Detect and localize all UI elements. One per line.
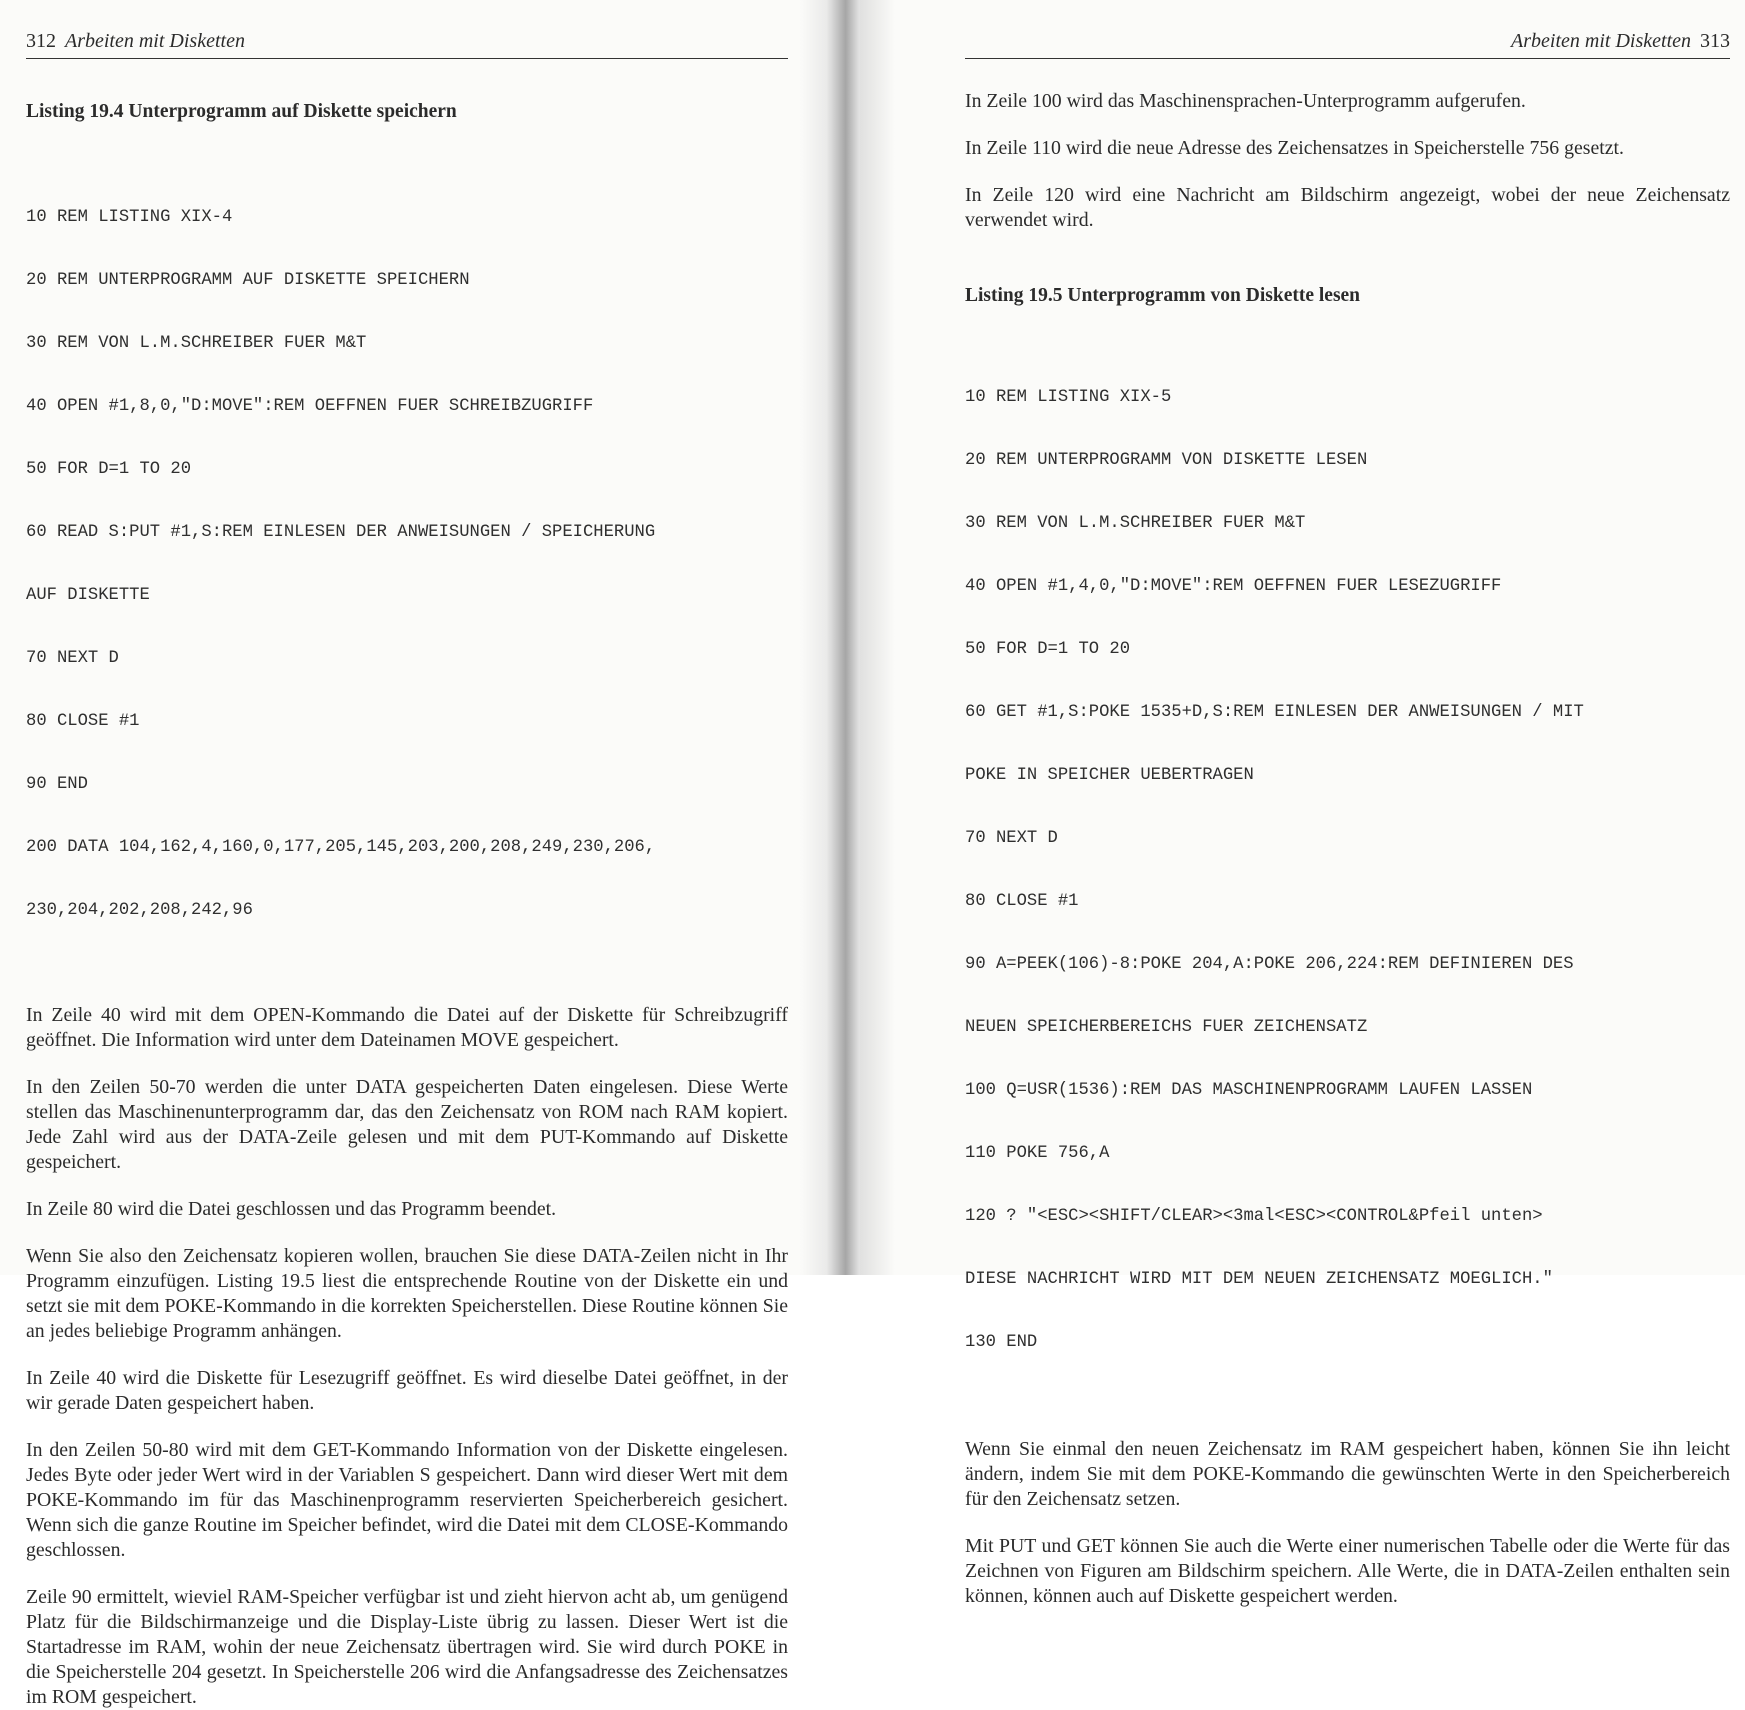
code-line: 40 OPEN #1,8,0,"D:MOVE":REM OEFFNEN FUER SCHREIBZUGRIFF [26,397,594,416]
body-paragraph: In Zeile 40 wird mit dem OPEN-Kommando die Datei auf der Diskette für Schreibzugriff geöffnet. Die Information wird unter dem Dateinamen MOVE gespeichert. [26,1004,788,1051]
right-running-head [965,24,1730,59]
left-running-head [26,24,788,59]
left-running-title: Arbeiten mit Disketten [65,30,245,52]
listing-19-5-code [965,345,1725,1395]
listing-19-5-caption: Listing 19.5 Unterprogramm von Diskette lesen [965,285,1361,306]
code-line: 130 END [965,1333,1038,1352]
left-page [0,0,830,1708]
body-paragraph: In Zeile 110 wird die neue Adresse des Zeichensatzes in Speicherstelle 756 gesetzt. [965,137,1624,159]
code-line: 120 ? "<ESC><SHIFT/CLEAR><3mal<ESC><CONTROL&Pfeil unten> [965,1207,1543,1226]
code-line: NEUEN SPEICHERBEREICHS FUER ZEICHENSATZ [965,1018,1368,1037]
code-line: 230,204,202,208,242,96 [26,901,253,920]
code-line: 30 REM VON L.M.SCHREIBER FUER M&T [965,514,1306,533]
code-line: DIESE NACHRICHT WIRD MIT DEM NEUEN ZEICHENSATZ MOEGLICH." [965,1270,1553,1289]
code-line: 200 DATA 104,162,4,160,0,177,205,145,203,200,208,249,230,206, [26,838,656,857]
code-line: 90 A=PEEK(106)-8:POKE 204,A:POKE 206,224:REM DEFINIEREN DES [965,955,1574,974]
left-page-number: 312 [26,30,56,52]
code-line: 10 REM LISTING XIX-5 [965,388,1172,407]
code-line: 20 REM UNTERPROGRAMM VON DISKETTE LESEN [965,451,1368,470]
body-paragraph: In den Zeilen 50-70 werden die unter DATA gespeicherten Daten eingelesen. Diese Werte stellen das Maschinenunterprogramm dar, das den Zeichensatz von ROM nach RAM kopiert. Jede Zahl wird aus der DATA-Zeile gelesen und mit dem PUT-Kommando auf Diskette gespeichert. [26,1076,788,1173]
body-paragraph: In Zeile 100 wird das Maschinensprachen-Unterprogramm aufgerufen. [965,90,1526,112]
listing-19-4-code [26,165,790,963]
body-paragraph: In den Zeilen 50-80 wird mit dem GET-Kommando Information von der Diskette eingelesen. Jedes Byte oder jeder Wert wird in der Variablen S gespeichert. Dann wird dieser Wert mit dem POKE-Kommando im für das Maschinenprogramm reservierten Speicherbereich gesichert. Wenn sich die ganze Routine im Speicher befindet, wird die Datei mit dem CLOSE-Kommando geschlossen. [26,1439,788,1561]
code-line: 70 NEXT D [26,649,119,668]
code-line: 30 REM VON L.M.SCHREIBER FUER M&T [26,334,367,353]
code-line: POKE IN SPEICHER UEBERTRAGEN [965,766,1254,785]
body-paragraph: In Zeile 80 wird die Datei geschlossen und das Programm beendet. [26,1198,557,1220]
code-line: 70 NEXT D [965,829,1058,848]
code-line: 100 Q=USR(1536):REM DAS MASCHINENPROGRAMM LAUFEN LASSEN [965,1081,1533,1100]
body-paragraph: Wenn Sie also den Zeichensatz kopieren wollen, brauchen Sie diese DATA-Zeilen nicht in Ihr Programm einzufügen. Listing 19.5 liest die entsprechende Routine von der Diskette ein und setzt sie mit dem POKE-Kommando in die korrekten Speicherstellen. Diese Routine können Sie an jedes beliebige Programm anhängen. [26,1245,788,1342]
code-line: 80 CLOSE #1 [965,892,1079,911]
right-page [860,0,1745,1607]
code-line: 40 OPEN #1,4,0,"D:MOVE":REM OEFFNEN FUER LESEZUGRIFF [965,577,1502,596]
body-paragraph: In Zeile 40 wird die Diskette für Lesezugriff geöffnet. Es wird dieselbe Datei geöffnet, in der wir gerade Daten gespeichert haben. [26,1367,788,1414]
code-line: 60 READ S:PUT #1,S:REM EINLESEN DER ANWEISUNGEN / SPEICHERUNG [26,523,656,542]
code-line: 20 REM UNTERPROGRAMM AUF DISKETTE SPEICHERN [26,271,470,290]
body-paragraph: Mit PUT und GET können Sie auch die Werte einer numerischen Tabelle oder die Werte für das Zeichnen von Figuren am Bildschirm speichern. Alle Werte, die in DATA-Zeilen enthalten sein können, können auch auf Diskette gespeichert werden. [965,1535,1730,1607]
book-gutter-shadow [800,0,895,1275]
code-line: 50 FOR D=1 TO 20 [26,460,192,479]
code-line: 10 REM LISTING XIX-4 [26,208,233,227]
body-paragraph: In Zeile 120 wird eine Nachricht am Bildschirm angezeigt, wobei der neue Zeichensatz verwendet wird. [965,184,1730,231]
body-paragraph: Wenn Sie einmal den neuen Zeichensatz im RAM gespeichert haben, können Sie ihn leicht ändern, indem Sie mit dem POKE-Kommando die gewünschten Werte in den Speicherbereich für den Zeichensatz setzen. [965,1438,1730,1510]
listing-19-4-caption: Listing 19.4 Unterprogramm auf Diskette speichern [26,101,457,122]
right-page-number: 313 [1700,30,1730,52]
code-line: 60 GET #1,S:POKE 1535+D,S:REM EINLESEN DER ANWEISUNGEN / MIT [965,703,1584,722]
right-running-title: Arbeiten mit Disketten [1511,30,1691,52]
code-line: AUF DISKETTE [26,586,150,605]
code-line: 50 FOR D=1 TO 20 [965,640,1131,659]
code-line: 80 CLOSE #1 [26,712,140,731]
code-line: 90 END [26,775,88,794]
code-line: 110 POKE 756,A [965,1144,1110,1163]
body-paragraph: Zeile 90 ermittelt, wieviel RAM-Speicher verfügbar ist und zieht hiervon acht ab, um genügend Platz für die Bildschirmanzeige und die Display-Liste übrig zu lassen. Dieser Wert ist die Startadresse im RAM, wohin der neue Zeichensatz übertragen wird. Sie wird durch POKE in die Speicherstelle 204 gesetzt. In Speicherstelle 206 wird die Anfangsadresse des Zeichensatzes im ROM gespeichert. [26,1586,788,1708]
